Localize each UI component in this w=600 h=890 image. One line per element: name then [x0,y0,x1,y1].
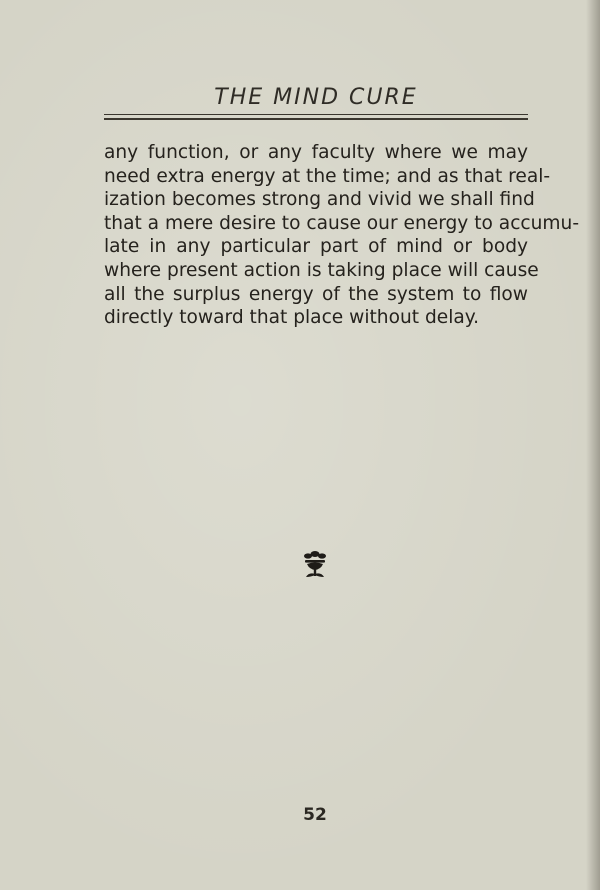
text-line: where present action is taking place will cause [104,259,539,281]
text-line: need extra energy at the time; and as that real- [104,165,551,187]
page-edge-shadow [586,0,600,890]
header-rule-thin [104,114,528,115]
running-title: THE MIND CURE [214,85,418,110]
text-line: ization becomes strong and vivid we shall find [104,189,535,211]
text-line: directly toward that place without delay. [104,307,480,329]
text-line: that a mere desire to cause our energy to accumu- [104,212,580,234]
fleuron-icon [302,550,328,580]
page-number: 52 [303,805,327,825]
text-line: late in any particular part of mind or body [104,236,528,258]
header-rule-thick [104,118,528,120]
text-line: any function, or any faculty where we may [104,142,528,163]
body-paragraph [104,141,580,330]
text-line: all the surplus energy of the system to flow [104,283,528,305]
running-head [104,84,528,114]
